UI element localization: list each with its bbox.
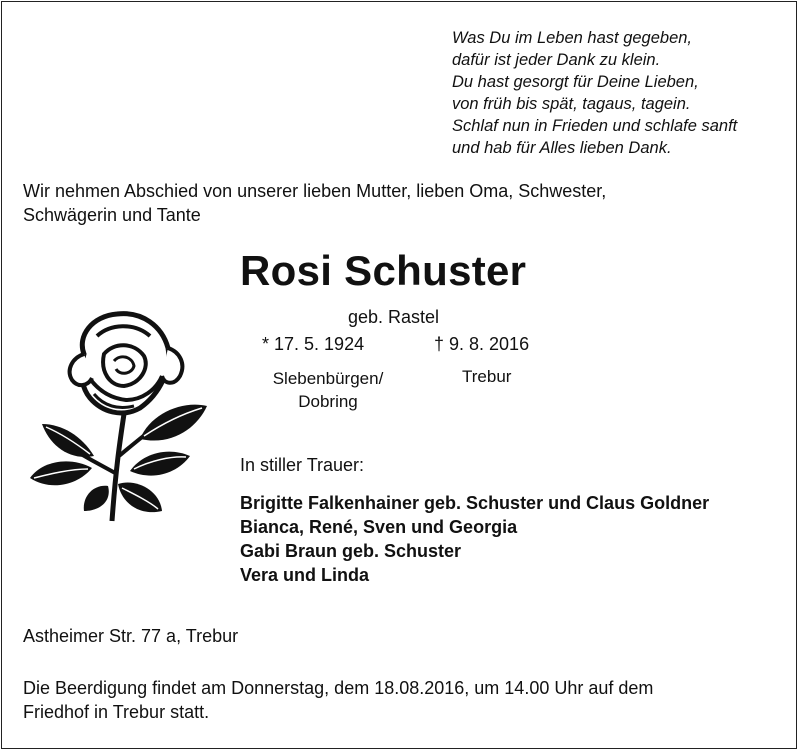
intro-line: Schwägerin und Tante: [23, 205, 201, 225]
mourner-entry: Brigitte Falkenhainer geb. Schuster und Claus Goldner: [240, 493, 710, 513]
birthplace: [262, 367, 394, 413]
maiden-name: geb. Rastel: [348, 307, 440, 327]
intro-line: Wir nehmen Abschied von unserer lieben Mutter, lieben Oma, Schwester,: [23, 181, 607, 201]
intro-text: [23, 179, 606, 227]
address: Astheimer Str. 77 a, Trebur: [23, 626, 239, 646]
poem-line: Was Du im Leben hast gegeben,: [452, 29, 693, 47]
poem: [452, 27, 737, 159]
deathplace: Trebur: [462, 367, 512, 386]
funeral-line: Friedhof in Trebur statt.: [23, 702, 210, 722]
birthplace-line: Slebenbürgen/: [272, 369, 384, 388]
rose-icon: [22, 306, 217, 528]
funeral-line: Die Beerdigung findet am Donnerstag, dem 18.08.2016, um 14.00 Uhr auf dem: [23, 678, 654, 698]
mourner-entry: Bianca, René, Sven und Georgia: [240, 517, 518, 537]
death-date: † 9. 8. 2016: [434, 334, 530, 354]
deceased-name: Rosi Schuster: [240, 247, 527, 294]
poem-line: von früh bis spät, tagaus, tagein.: [452, 95, 691, 113]
birth-date: * 17. 5. 1924: [262, 334, 365, 354]
funeral-info: [23, 676, 653, 724]
mourner-entry: Gabi Braun geb. Schuster: [240, 541, 462, 561]
mourner-entry: Vera und Linda: [240, 565, 370, 585]
poem-line: Du hast gesorgt für Deine Lieben,: [452, 73, 699, 91]
poem-line: dafür ist jeder Dank zu klein.: [452, 51, 661, 69]
poem-line: Schlaf nun in Frieden und schlafe sanft: [452, 117, 738, 135]
birthplace-line: Dobring: [298, 392, 358, 411]
mourners-list: [240, 491, 709, 587]
poem-line: und hab für Alles lieben Dank.: [452, 139, 672, 157]
mourning-label: In stiller Trauer:: [240, 455, 365, 475]
